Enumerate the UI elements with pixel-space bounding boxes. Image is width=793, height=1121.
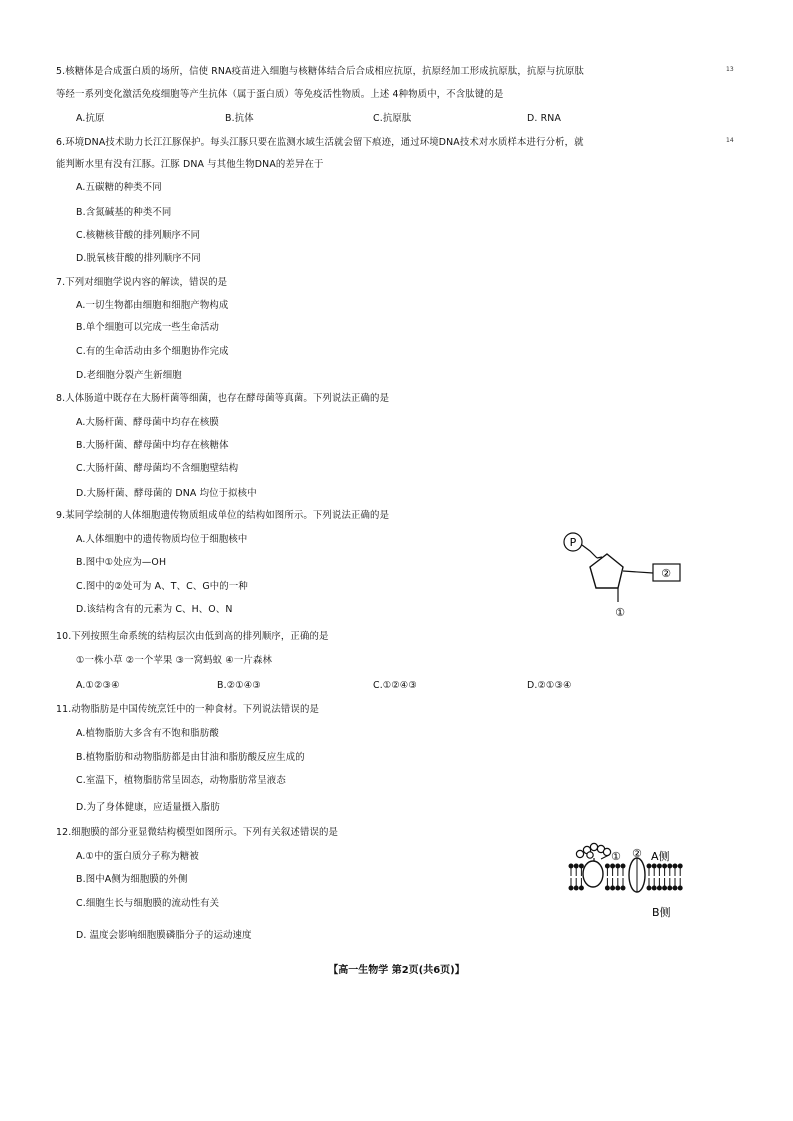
label-2: ② <box>632 847 642 860</box>
side-a-label: A侧 <box>651 850 670 863</box>
q10-option-d: D.②①③④ <box>527 680 572 691</box>
q6-option-d: D.脱氧核苷酸的排列顺序不同 <box>76 253 201 264</box>
margin-number: 14 <box>726 137 734 144</box>
label-1: ① <box>611 850 621 863</box>
phospholipid-head <box>569 864 574 869</box>
base-bond <box>623 571 653 573</box>
phospholipid-head <box>662 864 667 869</box>
q7-option-b: B.单个细胞可以完成一些生命活动 <box>76 322 220 333</box>
q5-stem-line1: 5.核糖体是合成蛋白质的场所，信使 RNA疫苗进入细胞与核糖体结合后合成相应抗原，抗原经加工形成抗原肽，抗原与抗原肽 <box>56 66 585 77</box>
q7-option-d: D.老细胞分裂产生新细胞 <box>76 370 182 381</box>
phospholipid-head <box>621 886 626 891</box>
phospholipid-head <box>657 864 662 869</box>
phospholipid-head <box>667 864 672 869</box>
phospholipid-head <box>574 864 579 869</box>
phospholipid-head <box>647 886 652 891</box>
q10-option-b: B.②①④③ <box>217 680 261 691</box>
nucleotide-figure <box>558 528 690 620</box>
phospholipid-head <box>579 864 584 869</box>
q9-option-c: C.图中的②处可为 A、T、C、G中的一种 <box>76 581 248 592</box>
q9-option-a: A.人体细胞中的遗传物质均位于细胞核中 <box>76 534 248 545</box>
q8-option-d: D.大肠杆菌、酵母菌的 DNA 均位于拟核中 <box>76 488 257 499</box>
q10-option-a: A.①②③④ <box>76 680 120 691</box>
phospholipid-head <box>610 864 615 869</box>
margin-number: 13 <box>726 66 734 73</box>
page-footer: 【高一生物学 第2页(共6页)】 <box>328 965 465 976</box>
q8-option-a: A.大肠杆菌、酵母菌中均存在核膜 <box>76 417 219 428</box>
phospholipid-head <box>673 886 678 891</box>
q7-stem: 7.下列对细胞学说内容的解读，错误的是 <box>56 277 228 288</box>
q5-option-b: B.抗体 <box>225 113 254 124</box>
phospholipid-head <box>610 886 615 891</box>
q12-option-d: D. 温度会影响细胞膜磷脂分子的运动速度 <box>76 930 252 941</box>
phospholipid-head <box>615 864 620 869</box>
phospholipid-head <box>678 886 683 891</box>
q6-option-a: A.五碳糖的种类不同 <box>76 182 162 193</box>
side-b-label: B侧 <box>652 906 671 919</box>
pentose-sugar <box>590 554 623 588</box>
phospholipid-head <box>579 886 584 891</box>
q8-option-b: B.大肠杆菌、酵母菌中均存在核糖体 <box>76 440 229 451</box>
glycocalyx <box>576 843 610 858</box>
q5-option-a: A.抗原 <box>76 113 105 124</box>
q5-option-c: C.抗原肽 <box>373 113 412 124</box>
phospholipid-head <box>662 886 667 891</box>
membrane-figure <box>563 838 693 922</box>
q11-option-b: B.植物脂肪和动物脂肪都是由甘油和脂肪酸反应生成的 <box>76 752 305 763</box>
label-2: ② <box>661 567 671 580</box>
q9-option-b: B.图中①处应为—OH <box>76 557 167 568</box>
glycoprotein <box>583 861 603 887</box>
phospholipid-head <box>615 886 620 891</box>
q10-items: ①一株小草 ②一个苹果 ③一窝蚂蚁 ④一片森林 <box>76 655 273 666</box>
phospholipid-head <box>673 864 678 869</box>
phospholipid-head <box>652 864 657 869</box>
q6-stem-line1: 6.环境DNA技术助力长江江豚保护。每头江豚只要在监测水域生活就会留下痕迹，通过环境DNA技术对水质样本进行分析，就 <box>56 137 584 148</box>
q5-stem-line2: 等经一系列变化激活免疫细胞等产生抗体（属于蛋白质）等免疫活性物质。上述 4种物质中，不含肽键的是 <box>56 89 504 100</box>
q7-option-c: C.有的生命活动由多个细胞协作完成 <box>76 346 229 357</box>
q6-stem-line2: 能判断水里有没有江豚。江豚 DNA 与其他生物DNA的差异在于 <box>56 159 324 170</box>
q10-stem: 10.下列按照生命系统的结构层次由低到高的排列顺序，正确的是 <box>56 631 329 642</box>
phospholipid-head <box>647 864 652 869</box>
q5-option-d: D. RNA <box>527 113 562 124</box>
phospholipid-head <box>605 886 610 891</box>
q11-option-a: A.植物脂肪大多含有不饱和脂肪酸 <box>76 728 219 739</box>
phospholipid-head <box>605 864 610 869</box>
q11-stem: 11.动物脂肪是中国传统烹饪中的一种食材。下列说法错误的是 <box>56 704 320 715</box>
phospholipid-head <box>678 864 683 869</box>
phosphate-label: P <box>569 536 577 549</box>
q11-option-d: D.为了身体健康，应适量摄入脂肪 <box>76 802 220 813</box>
phospholipid-head <box>621 864 626 869</box>
q12-option-b: B.图中A侧为细胞膜的外侧 <box>76 874 188 885</box>
phospholipid-head <box>652 886 657 891</box>
phosphate-bond <box>582 545 597 558</box>
q12-option-a: A.①中的蛋白质分子称为糖被 <box>76 851 199 862</box>
q12-option-c: C.细胞生长与细胞膜的流动性有关 <box>76 898 220 909</box>
q7-option-a: A.一切生物都由细胞和细胞产物构成 <box>76 300 229 311</box>
phospholipid-head <box>569 886 574 891</box>
phospholipid-head <box>667 886 672 891</box>
q10-option-c: C.①②④③ <box>373 680 418 691</box>
q8-option-c: C.大肠杆菌、酵母菌均不含细胞壁结构 <box>76 463 239 474</box>
q12-stem: 12.细胞膜的部分亚显微结构模型如图所示。下列有关叙述错误的是 <box>56 827 339 838</box>
q11-option-c: C.室温下，植物脂肪常呈固态，动物脂肪常呈液态 <box>76 775 286 786</box>
q9-stem: 9.某同学绘制的人体细胞遗传物质组成单位的结构如图所示。下列说法正确的是 <box>56 510 390 521</box>
phospholipid-head <box>574 886 579 891</box>
phospholipid-head <box>657 886 662 891</box>
q9-option-d: D.该结构含有的元素为 C、H、O、N <box>76 604 233 615</box>
q6-option-c: C.核糖核苷酸的排列顺序不同 <box>76 230 201 241</box>
q8-stem: 8.人体肠道中既存在大肠杆菌等细菌，也存在酵母菌等真菌。下列说法正确的是 <box>56 393 390 404</box>
q6-option-b: B.含氮碱基的种类不同 <box>76 207 172 218</box>
label-1: ① <box>615 606 625 619</box>
